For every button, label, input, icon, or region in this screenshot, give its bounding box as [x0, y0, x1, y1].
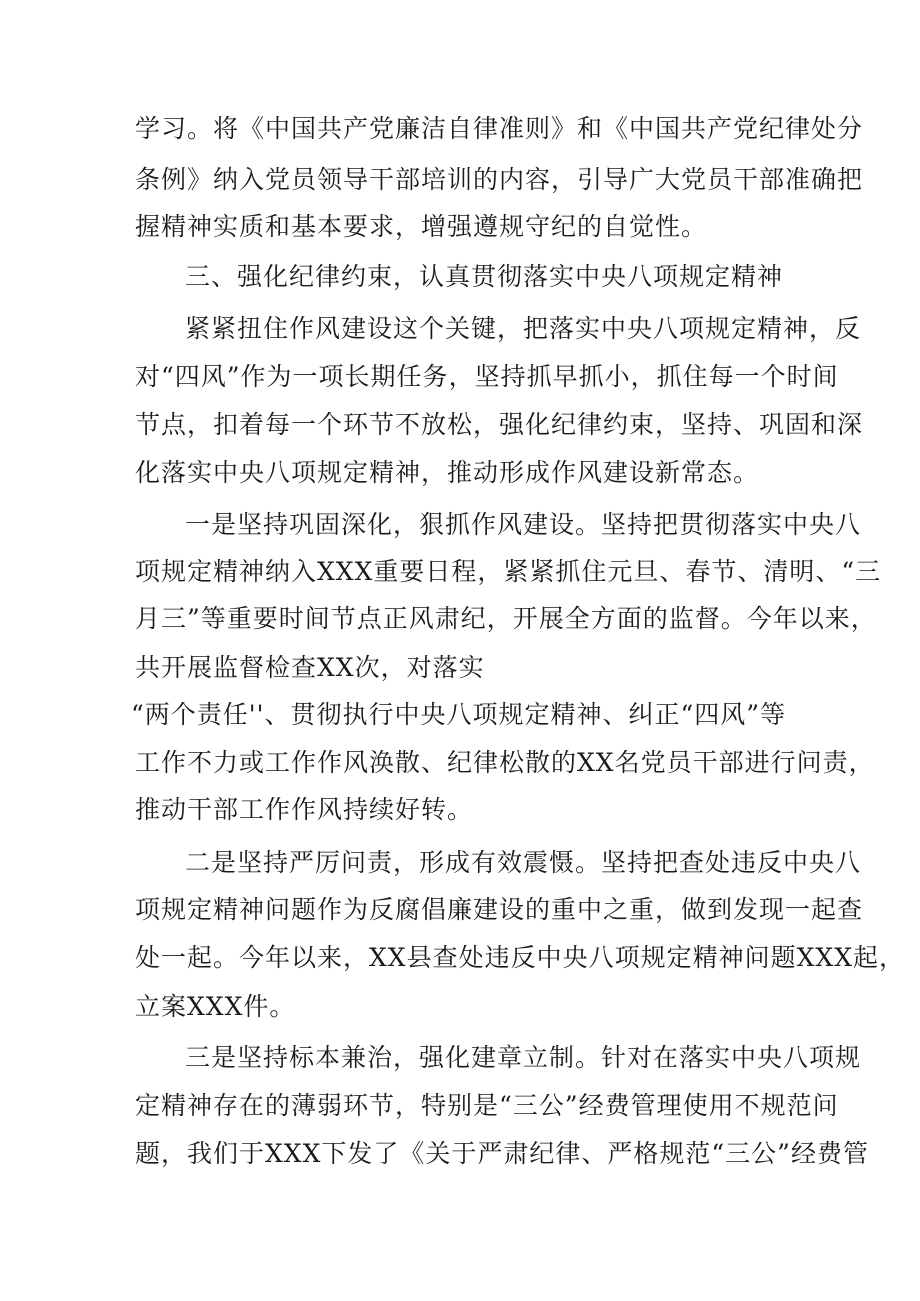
line-text: 对“四风”作为一项长期任务，坚持抓早抓小，抓住每一个时间	[135, 362, 839, 391]
text-line	[0, 212, 920, 242]
text-line	[0, 557, 920, 587]
text-line	[0, 410, 920, 440]
text-line	[0, 992, 920, 1022]
line-text: 条例》纳入党员领导干部培训的内容，引导广大党员干部准确把	[135, 165, 864, 194]
text-line	[0, 604, 920, 634]
line-text: 立案XXX件。	[135, 992, 296, 1021]
section-heading	[0, 262, 920, 292]
text-line	[0, 848, 920, 878]
text-line	[0, 362, 920, 392]
line-text: 三是坚持标本兼治，强化建章立制。针对在落实中央八项规	[185, 1043, 862, 1072]
line-text: 紧紧扭住作风建设这个关键，把落实中央八项规定精神，反	[185, 314, 862, 343]
line-text: 节点，扣着每一个环节不放松，强化纪律约束，坚持、巩固和深	[135, 410, 864, 439]
line-text: 二是坚持严厉问责，形成有效震慑。坚持把查处违反中央八	[185, 848, 862, 877]
line-text: 项规定精神纳入XXX重要日程，紧紧抓住元旦、春节、清明、“三	[135, 557, 882, 586]
text-line	[0, 314, 920, 344]
text-line	[0, 1091, 920, 1121]
line-text: 工作不力或工作作风涣散、纪律松散的XX名党员干部进行问责，	[135, 748, 875, 777]
line-text: 月三”等重要时间节点正风肃纪，开展全方面的监督。今年以来，	[135, 604, 877, 633]
text-line	[0, 795, 920, 825]
line-text: 项规定精神问题作为反腐倡廉建设的重中之重，做到发现一起查	[135, 895, 864, 924]
text-line	[0, 748, 920, 778]
line-text: 一是坚持巩固深化，狠抓作风建设。坚持把贯彻落实中央八	[185, 510, 862, 539]
text-line	[0, 510, 920, 540]
line-text: 推动干部工作作风持续好转。	[135, 795, 474, 824]
text-line	[0, 700, 920, 730]
text-line	[0, 165, 920, 195]
line-text: 定精神存在的薄弱环节，特别是“三公”经费管理使用不规范问	[135, 1091, 839, 1120]
line-text: 握精神实质和基本要求，增强遵规守纪的自觉性。	[135, 212, 708, 241]
text-line	[0, 114, 920, 144]
text-line	[0, 1043, 920, 1073]
line-text: 题，我们于XXX下发了《关于严肃纪律、严格规范“三公”经费管	[135, 1139, 869, 1168]
line-text: 三、强化纪律约束，认真贯彻落实中央八项规定精神	[185, 262, 784, 291]
line-text: 化落实中央八项规定精神，推动形成作风建设新常态。	[135, 458, 760, 487]
line-text: “两个责任''、贯彻执行中央八项规定精神、纠正“四风”等	[131, 700, 787, 729]
line-text: 处一起。今年以来，XX县查处违反中央八项规定精神问题XXX起，	[135, 943, 905, 972]
text-line	[0, 943, 920, 973]
line-text: 共开展监督检查XX次，对落实	[135, 653, 485, 682]
text-line	[0, 1139, 920, 1169]
text-line	[0, 458, 920, 488]
text-line	[0, 895, 920, 925]
text-line	[0, 653, 920, 683]
line-text: 学习。将《中国共产党廉洁自律准则》和《中国共产党纪律处分	[135, 114, 864, 143]
